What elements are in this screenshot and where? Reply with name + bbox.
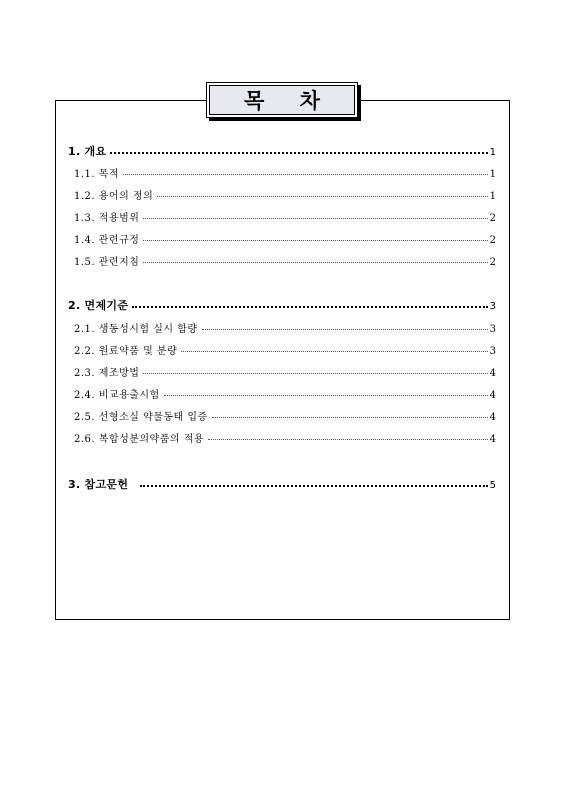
toc-section-label: 1.2. 용어의 정의 bbox=[74, 191, 154, 202]
toc-page-number: 3 bbox=[489, 346, 496, 357]
toc-section-2-6[interactable] bbox=[68, 430, 496, 445]
toc-section-1-2[interactable] bbox=[68, 187, 496, 202]
dot-leader bbox=[123, 173, 488, 175]
dot-leader bbox=[132, 305, 487, 308]
toc-section-2-4[interactable] bbox=[68, 386, 496, 401]
toc-chapter-2[interactable] bbox=[68, 297, 496, 313]
toc-section-1-1[interactable] bbox=[68, 165, 496, 180]
toc-section-label: 1.4. 관련규정 bbox=[74, 235, 140, 246]
dot-leader bbox=[110, 151, 487, 154]
toc-page-number: 4 bbox=[489, 390, 496, 401]
toc-section-label: 1.5. 관련지침 bbox=[74, 257, 140, 268]
toc-title: 목 차 bbox=[209, 85, 355, 115]
toc-section-1-3[interactable] bbox=[68, 209, 496, 224]
toc-section-1-4[interactable] bbox=[68, 231, 496, 246]
toc-page-number: 2 bbox=[489, 235, 496, 246]
dot-leader bbox=[143, 372, 487, 374]
toc-section-label: 2.3. 제조방법 bbox=[74, 368, 140, 379]
toc-section-2-2[interactable] bbox=[68, 342, 496, 357]
toc-page-number: 2 bbox=[489, 213, 496, 224]
toc-section-1-5[interactable] bbox=[68, 253, 496, 268]
toc-page-number: 3 bbox=[489, 301, 496, 312]
toc-chapter-label: 3. 참고문헌 bbox=[68, 478, 129, 491]
dot-leader bbox=[140, 484, 487, 487]
dot-leader bbox=[164, 394, 488, 396]
toc-chapter-1[interactable] bbox=[68, 143, 496, 159]
toc-section-label: 2.1. 생동성시험 실시 함량 bbox=[74, 324, 198, 335]
dot-leader bbox=[157, 195, 487, 197]
dot-leader bbox=[208, 438, 488, 440]
toc-section-2-1[interactable] bbox=[68, 320, 496, 335]
dot-leader bbox=[143, 261, 487, 263]
toc-page-number: 3 bbox=[489, 324, 496, 335]
toc-chapter-label: 2. 면제기준 bbox=[68, 299, 129, 312]
toc-chapter-3[interactable] bbox=[68, 476, 496, 492]
dot-leader bbox=[212, 416, 488, 418]
toc-chapter-label: 1. 개요 bbox=[68, 145, 107, 158]
toc-page-number: 5 bbox=[489, 480, 496, 491]
toc-section-2-3[interactable] bbox=[68, 364, 496, 379]
toc-section-label: 2.6. 복합성분의약품의 적용 bbox=[74, 434, 205, 445]
toc-page-number: 1 bbox=[489, 147, 496, 158]
toc-page-number: 2 bbox=[489, 257, 496, 268]
toc-section-label: 2.2. 원료약품 및 분량 bbox=[74, 346, 178, 357]
toc-page-number: 4 bbox=[489, 412, 496, 423]
toc-section-label: 2.4. 비교용출시험 bbox=[74, 390, 160, 401]
toc-page-number: 4 bbox=[489, 434, 496, 445]
toc-page-number: 1 bbox=[489, 169, 496, 180]
dot-leader bbox=[143, 217, 487, 219]
toc-section-label: 1.3. 적용범위 bbox=[74, 213, 140, 224]
dot-leader bbox=[181, 350, 487, 352]
dot-leader bbox=[202, 328, 488, 330]
toc-page-number: 1 bbox=[489, 191, 496, 202]
toc-section-label: 1.1. 목적 bbox=[74, 169, 120, 180]
toc-section-2-5[interactable] bbox=[68, 408, 496, 423]
dot-leader bbox=[143, 239, 487, 241]
toc-page-number: 4 bbox=[489, 368, 496, 379]
toc-title-box bbox=[206, 82, 358, 118]
toc-section-label: 2.5. 선형소실 약물동태 입증 bbox=[74, 412, 208, 423]
